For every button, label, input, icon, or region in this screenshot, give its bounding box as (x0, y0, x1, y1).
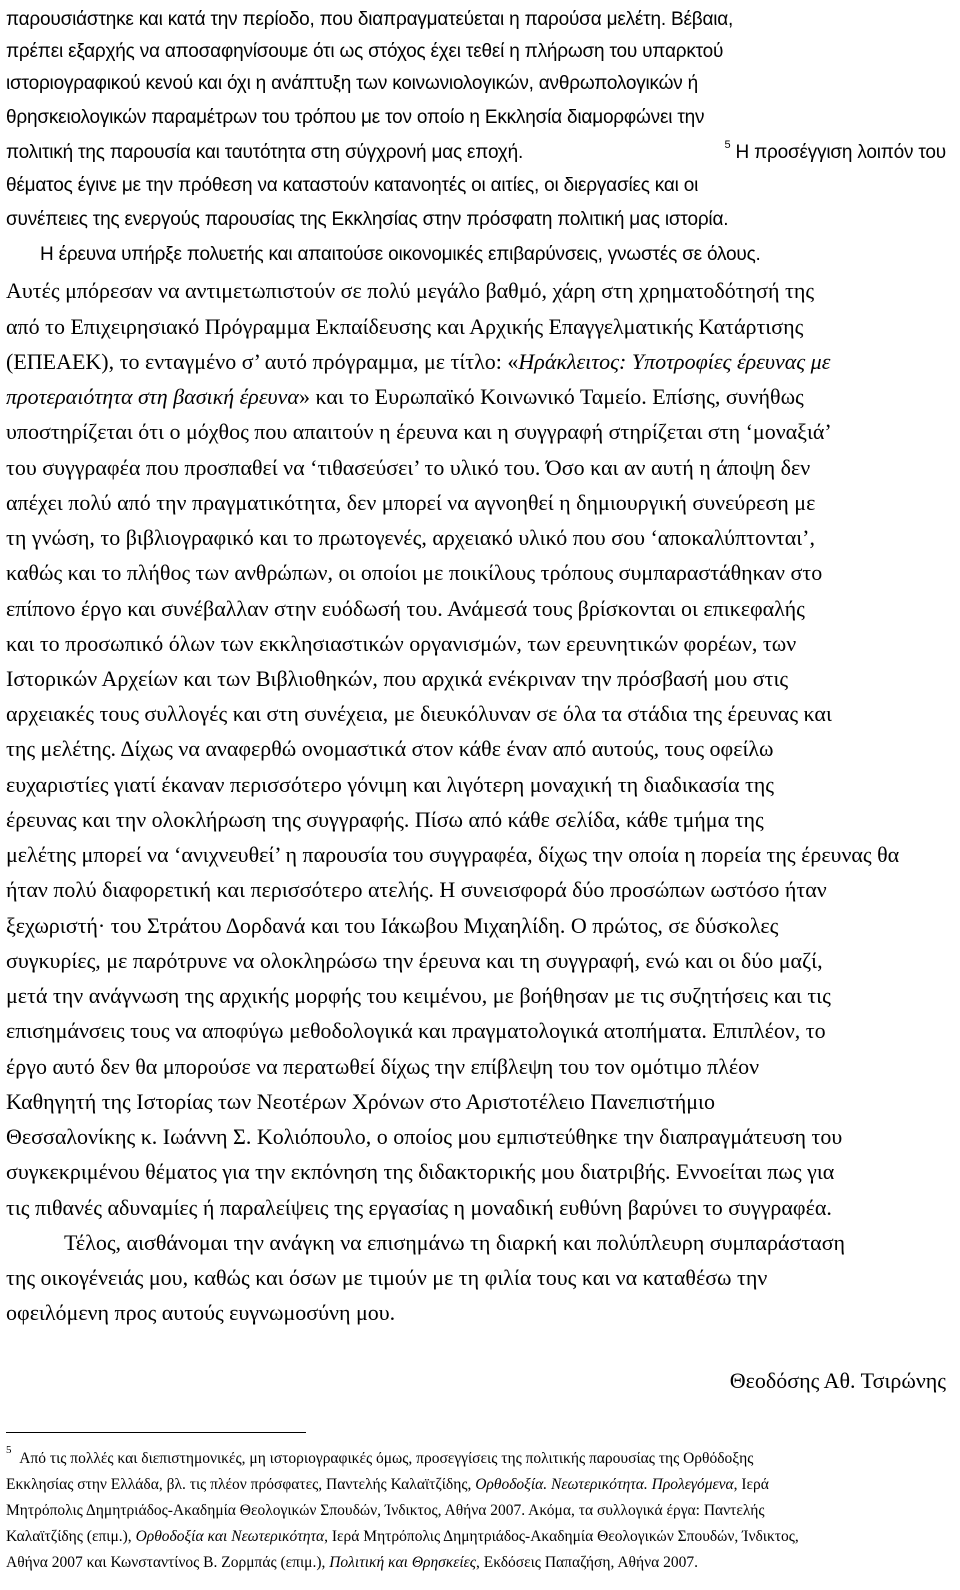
text-line: καθώς και το πλήθος των ανθρώπων, οι οποίοι με ποικίλους τρόπους συμπαραστάθηκαν στο (6, 560, 823, 585)
text-line: επισημάνσεις τους να αποφύγω μεθοδολογικά και πραγματολογικά ατοπήματα. Επιπλέον, το (6, 1018, 826, 1043)
text-line: συγκεκριμένου θέματος για την εκπόνηση της διδακτορικής μου διατριβής. Εννοείται πως για (6, 1159, 835, 1184)
text-line: Ιστορικών Αρχείων και των Βιβλιοθηκών, που αρχικά ενέκριναν την πρόσβασή μου στις (6, 666, 789, 691)
text-line: συνέπειες της ενεργούς παρουσίας της Εκκλησίας στην πρόσφατη πολιτική μας ιστορία. (6, 209, 729, 230)
text-line: υποστηρίζεται ότι ο μόχθος που απαιτούν η έρευνα και η συγγραφή στηρίζεται στη ‘μοναξιά’ (6, 419, 832, 444)
text-line: της μελέτης. Δίχως να αναφερθώ ονομαστικά στον κάθε έναν από αυτούς, τους οφείλω (6, 736, 774, 761)
footnote-separator (6, 1432, 306, 1433)
text-line: επίπονο έργο και συνέβαλλαν στην ευόδωσή του. Ανάμεσά τους βρίσκονται οι επικεφαλής (6, 596, 805, 621)
text-line: από το Επιχειρησιακό Πρόγραμμα Εκπαίδευσης και Αρχικής Επαγγελματικής Κατάρτισης (6, 314, 804, 339)
text-line: (ΕΠΕΑΕΚ), το ενταγμένο σ’ αυτό πρόγραμμα, με τίτλο: «Ηράκλειτος: Υποτροφίες έρευνας με (6, 349, 831, 374)
text-line: συγκυρίες, με παρότρυνε να ολοκληρώσω την έρευνα και τη συγγραφή, ενώ και οι δύο μαζί, (6, 948, 823, 973)
text-line: έργο αυτό δεν θα μπορούσε να περατωθεί δίχως την επίβλεψη του τον ομότιμο πλέον (6, 1054, 760, 1079)
text-line: αρχειακές τους συλλογές και στη συνέχεια, με διευκόλυναν σε όλα τα στάδια της έρευνας και (6, 701, 832, 726)
footnote-line: Μητρόπολις Δημητριάδος-Ακαδημία Θεολογικών Σπουδών, Ίνδικτος, Αθήνα 2007. Ακόμα, τα συλλογικά έργα: Παντελής (6, 1502, 765, 1519)
footnote-line: Καλαϊτζίδης (επιμ.), Ορθοδοξία και Νεωτερικότητα, Ιερά Μητρόπολις Δημητριάδος-Ακαδημία Θεολογικών Σπουδών, Ίνδικτος, (6, 1528, 799, 1545)
author-signature: Θεοδόσης Αθ. Τσιρώνης (729, 1368, 946, 1393)
text-line: Αυτές μπόρεσαν να αντιμετωπιστούν σε πολύ μεγάλο βαθμό, χάρη στη χρηματοδότησή της (6, 278, 815, 303)
footnote-marker: 5 (724, 139, 731, 151)
text-line: θρησκειολογικών παραμέτρων του τρόπου με τον οποίο η Εκκλησία διαμορφώνει την (6, 107, 705, 128)
text-line: θέματος έγινε με την πρόθεση να καταστούν κατανοητές οι αιτίες, οι διεργασίες και οι (6, 175, 699, 196)
text-line: μελέτης μπορεί να ‘ανιχνευθεί’ η παρουσία του συγγραφέα, δίχως την οποία η πορεία της έρευνας θα (6, 842, 900, 867)
text-line: ιστοριογραφικού κενού και όχι η ανάπτυξη των κοινωνιολογικών, ανθρωπολογικών ή (6, 73, 698, 94)
text-line: ξεχωριστή· του Στράτου Δορδανά και του Ιάκωβου Μιχαηλίδη. Ο πρώτος, σε δύσκολες (6, 913, 779, 938)
text-line: της οικογένειάς μου, καθώς και όσων με τιμούν με τη φιλία τους και να καταθέσω την (6, 1265, 768, 1290)
text-line: τις πιθανές αδυναμίες ή παραλείψεις της εργασίας η μοναδική ευθύνη βαρύνει το συγγραφέα. (6, 1195, 832, 1220)
text-line: οφειλόμενη προς αυτούς ευγνωμοσύνη μου. (6, 1300, 396, 1325)
text-line: μετά την ανάγνωση της αρχικής μορφής του κειμένου, με βοήθησαν με τις συζητήσεις και τις (6, 983, 831, 1008)
footnote-line: Αθήνα 2007 και Κωνσταντίνος Β. Ζορμπάς (επιμ.), Πολιτική και Θρησκείες, Εκδόσεις Παπαζήση, Αθήνα 2007. (6, 1554, 698, 1571)
text-line: Τέλος, αισθάνομαι την ανάγκη να επισημάνω τη διαρκή και πολύπλευρη συμπαράσταση (64, 1230, 846, 1255)
text-line: πρέπει εξαρχής να αποσαφηνίσουμε ότι ως στόχος έχει τεθεί η πλήρωση του υπαρκτού (6, 41, 724, 62)
text-line: παρουσιάστηκε και κατά την περίοδο, που διαπραγματεύεται η παρούσα μελέτη. Βέβαια, (6, 9, 734, 30)
text-line: ευχαριστίες γιατί έκαναν περισσότερο γόνιμη και λιγότερη μοναχική τη διαδικασία της (6, 772, 775, 797)
text-line: ήταν πολύ διαφορετική και περισσότερο ατελής. Η συνεισφορά δύο προσώπων ωστόσο ήταν (6, 877, 827, 902)
text-line: Καθηγητή της Ιστορίας των Νεοτέρων Χρόνων στο Αριστοτέλειο Πανεπιστήμιο (6, 1089, 715, 1114)
footnote-number: 5 (6, 1444, 12, 1456)
text-line: έρευνας και την ολοκλήρωση της συγγραφής. Πίσω από κάθε σελίδα, κάθε τμήμα της (6, 807, 764, 832)
text-line: απέχει πολύ από την πραγματικότητα, δεν μπορεί να αγνοηθεί η δημιουργική συνεύρεση με (6, 490, 816, 515)
footnote-line: Εκκλησίας στην Ελλάδα, βλ. τις πλέον πρόσφατες, Παντελής Καλαϊτζίδης, Ορθοδοξία. Νεωτερικότητα. Προλεγόμενα, Ιερά (6, 1476, 769, 1493)
text-line: Θεσσαλονίκης κ. Ιωάννη Σ. Κολιόπουλο, ο οποίος μου εμπιστεύθηκε την διαπραγμάτευση του (6, 1124, 843, 1149)
text-line: και το προσωπικό όλων των εκκλησιαστικών οργανισμών, των ερευνητικών φορέων, των (6, 631, 797, 656)
text-line: του συγγραφέα που προσπαθεί να ‘τιθασεύσει’ το υλικό του. Όσο και αν αυτή η άποψη δεν (6, 455, 811, 480)
text-line: τη γνώση, το βιβλιογραφικό και το πρωτογενές, αρχειακό υλικό που σου ‘αποκαλύπτονται’, (6, 525, 816, 550)
footnote-line: $^5$ Από τις πολλές και διεπιστημονικές, μη ιστοριογραφικές όμως, προσεγγίσεις της πολιτικής παρουσίας της Ορθόδοξης (6, 1444, 754, 1467)
text-line: πολιτική της παρουσία και ταυτότητα στη σύγχρονή μας εποχή. $^5$ Η προσέγγιση λοιπόν του (6, 139, 946, 163)
text-line: προτεραιότητα στη βασική έρευνα» και το Ευρωπαϊκό Κοινωνικό Ταμείο. Επίσης, συνήθως (6, 384, 804, 409)
text-line: Η έρευνα υπήρξε πολυετής και απαιτούσε οικονομικές επιβαρύνσεις, γνωστές σε όλους. (40, 244, 761, 265)
